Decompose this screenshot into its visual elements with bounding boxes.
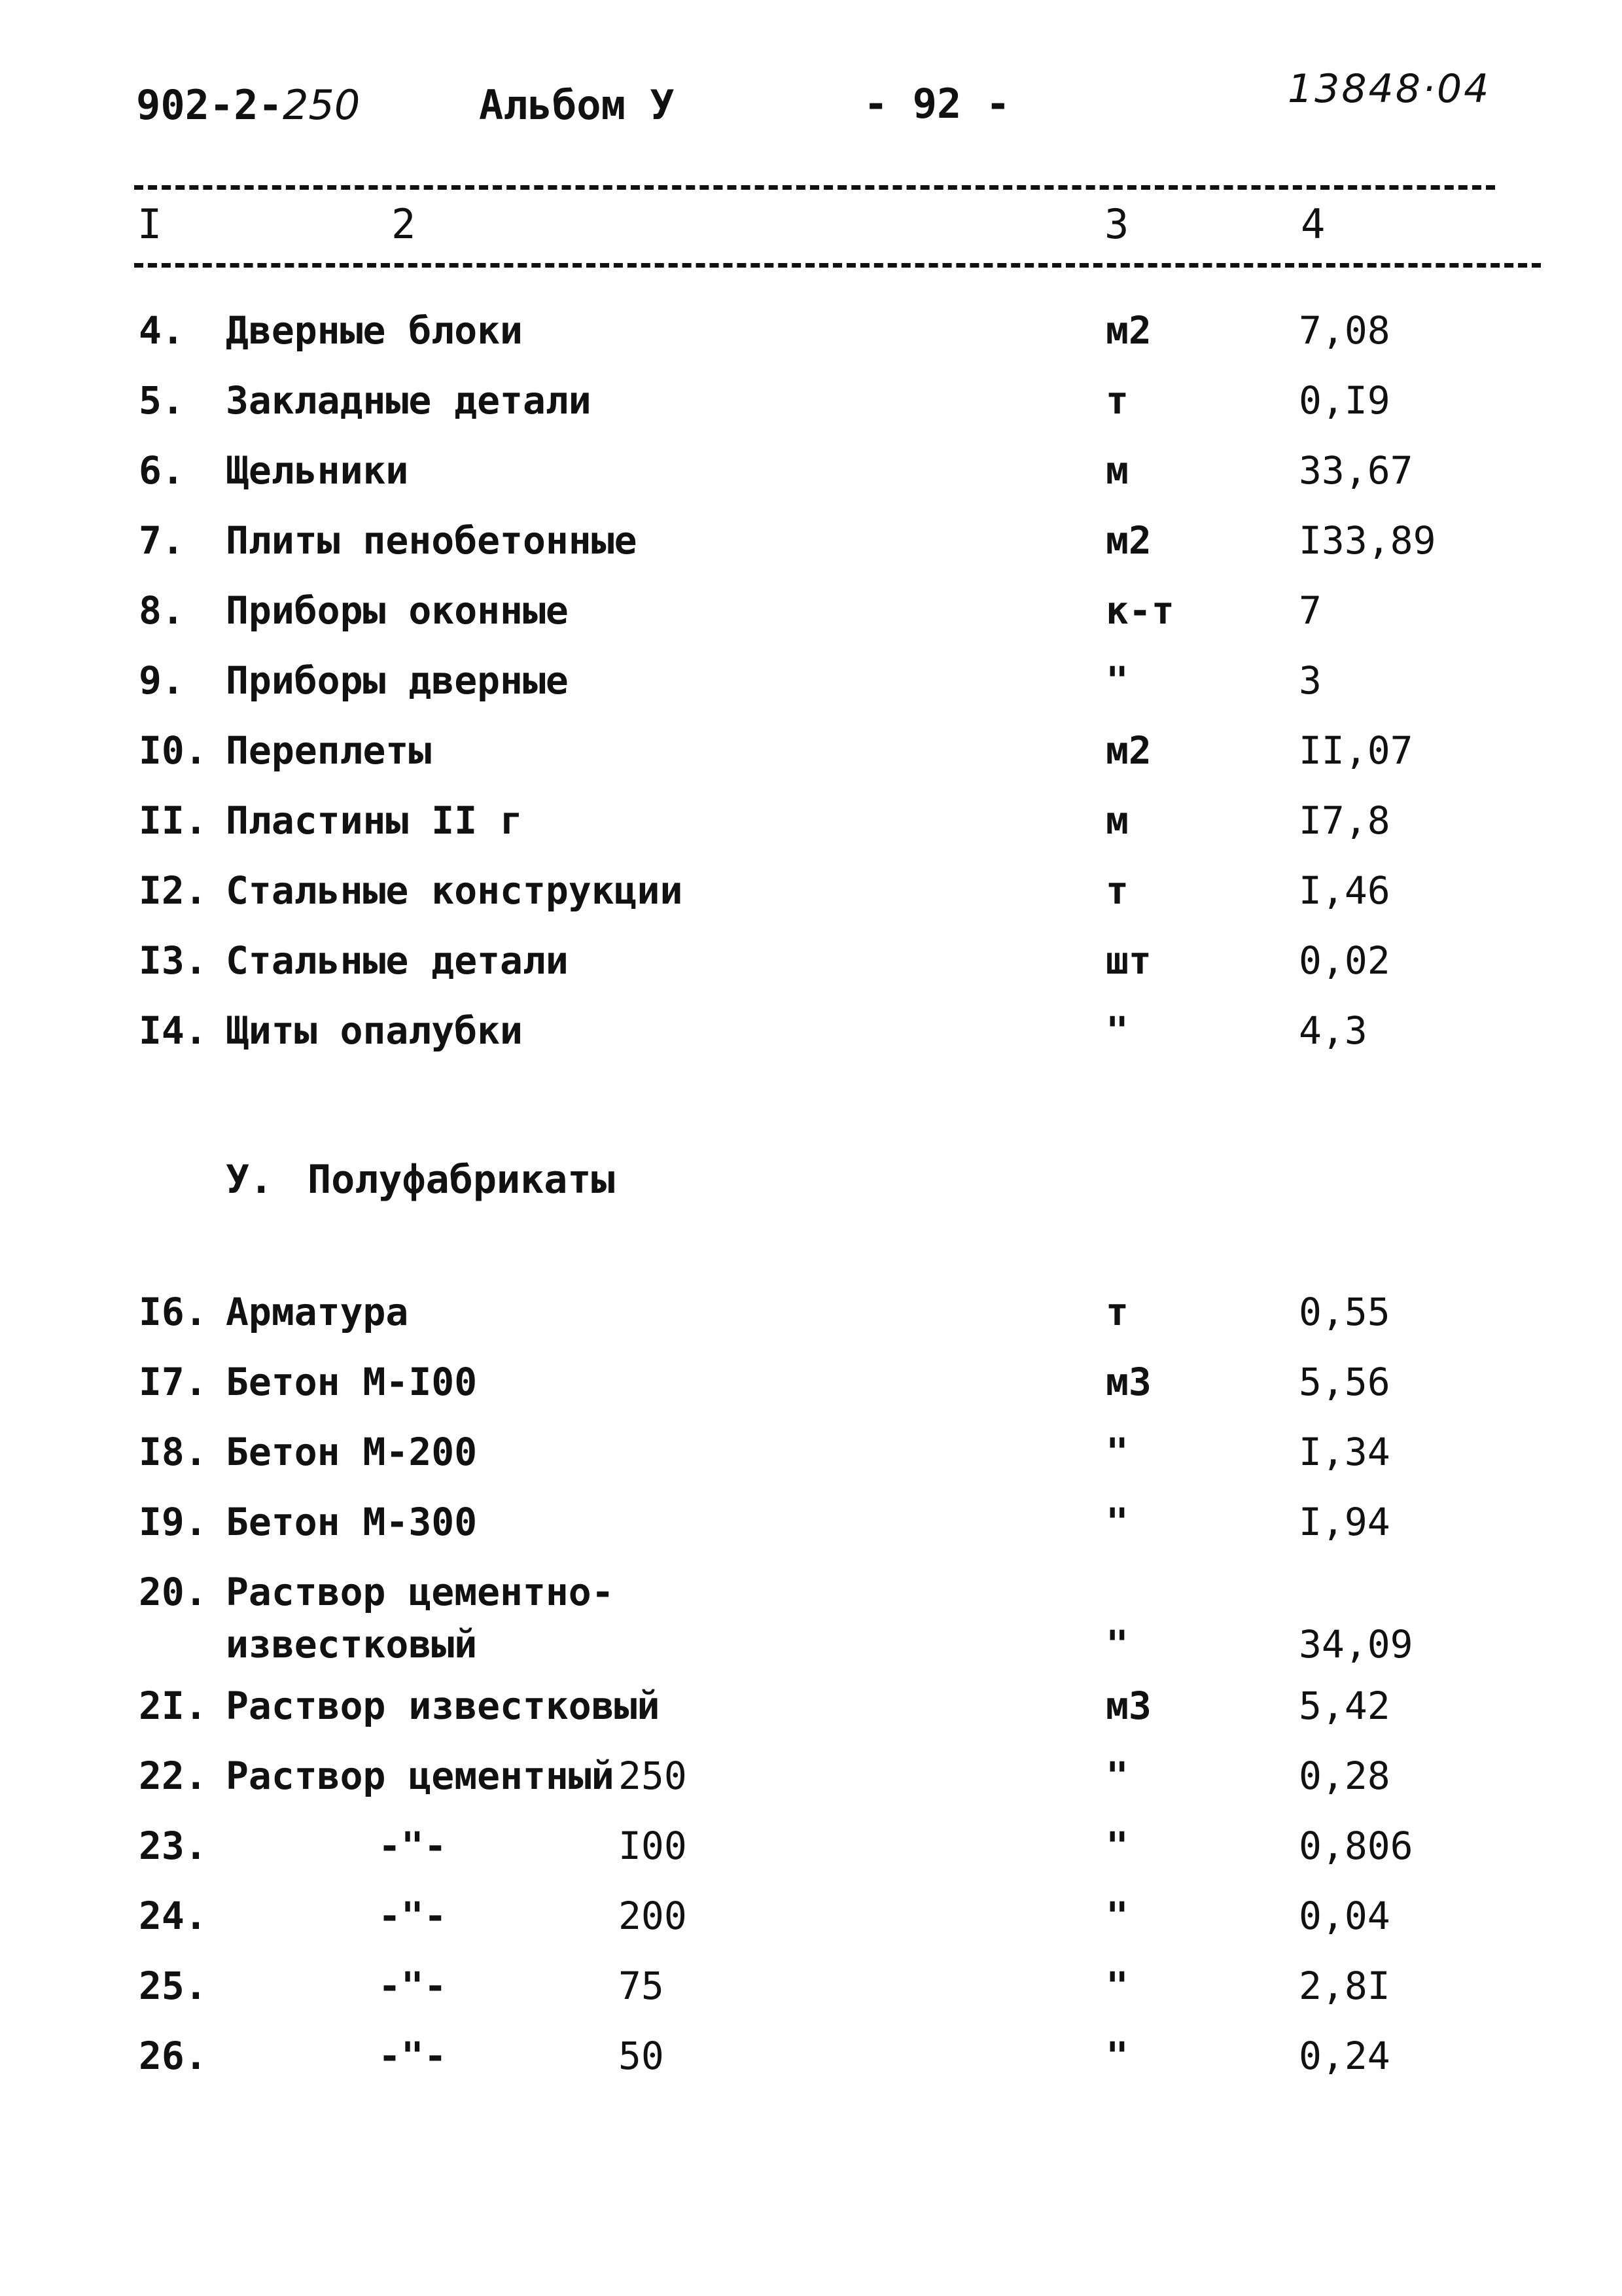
row-value: 7,08 [1299,308,1390,353]
row-unit: к-т [1106,588,1174,633]
row-value: 34,09 [1299,1622,1413,1667]
row-number: I4. [139,1008,207,1053]
row-number: 20. [139,1570,207,1614]
row-unit: " [1106,1622,1129,1667]
registration-number: 13848·04 [1288,66,1491,112]
section-heading [226,1154,615,1206]
row-unit: т [1106,868,1129,913]
row-value: I7,8 [1299,798,1390,843]
row-name: Бетон М-300 [226,1500,478,1544]
row-name: Бетон М-200 [226,1430,478,1474]
row-number: 9. [139,658,185,703]
row-grade: I00 [618,1824,687,1868]
row-name: Приборы дверные [226,658,569,703]
ditto-mark: -"- [378,1964,447,2008]
row-name: Плиты пенобетонные [226,518,637,563]
row-unit: м2 [1106,518,1152,563]
row-value: 5,42 [1299,1684,1390,1728]
row-name: Стальные детали [226,938,569,983]
row-number: II. [139,798,207,843]
row-value: 7 [1299,588,1322,633]
row-unit: " [1106,1824,1129,1868]
row-grade: 200 [618,1894,687,1938]
row-unit: " [1106,1894,1129,1938]
row-number: 23. [139,1824,207,1868]
row-number: 2I. [139,1684,207,1728]
header-divider-bottom [134,263,1541,268]
row-value: 0,I9 [1299,378,1390,423]
row-value: 0,24 [1299,2034,1390,2078]
row-unit: " [1106,1430,1129,1474]
project-code-handwritten: 250 [282,81,361,129]
row-name: Щиты опалубки [226,1008,523,1053]
project-code-printed: 902-2- [136,81,283,129]
row-value: I33,89 [1299,518,1436,563]
row-number: 6. [139,448,185,493]
row-name: Стальные конструкции [226,868,683,913]
row-number: 22. [139,1754,207,1798]
row-value: 0,04 [1299,1894,1390,1938]
album-title: Альбом У [479,81,675,129]
row-value: 3 [1299,658,1322,703]
ditto-mark: -"- [378,1824,447,1868]
row-unit: " [1106,658,1129,703]
row-name: Щельники [226,448,409,493]
row-number: 25. [139,1964,207,2008]
row-number: I2. [139,868,207,913]
project-code [136,81,361,129]
row-name: Раствор цементный [226,1754,614,1798]
row-name-line1: Раствор цементно- [226,1570,614,1614]
row-unit: м [1106,448,1129,493]
ditto-mark: -"- [378,2034,447,2078]
row-unit: " [1106,1500,1129,1544]
row-value: 5,56 [1299,1360,1390,1404]
row-unit: " [1106,1008,1129,1053]
row-value: I,34 [1299,1430,1390,1474]
row-number: 7. [139,518,185,563]
page-number: - 92 - [864,80,1010,128]
row-number: 24. [139,1894,207,1938]
row-unit: м3 [1106,1684,1152,1728]
row-number: I6. [139,1290,207,1334]
row-value: 4,3 [1299,1008,1367,1053]
row-value: 0,55 [1299,1290,1390,1334]
row-number: 5. [139,378,185,423]
row-name: Переплеты [226,728,432,773]
row-name: Приборы оконные [226,588,569,633]
row-number: I3. [139,938,207,983]
row-unit: " [1106,2034,1129,2078]
row-number: 26. [139,2034,207,2078]
row-name: Пластины II г [226,798,523,843]
row-unit: м [1106,798,1129,843]
row-name: Дверные блоки [226,308,523,353]
row-number: 4. [139,308,185,353]
row-value: 2,8I [1299,1964,1390,2008]
column-number-1: I [137,200,162,248]
row-value: 33,67 [1299,448,1413,493]
row-number: I8. [139,1430,207,1474]
section-number: У. [226,1157,273,1203]
row-unit: шт [1106,938,1152,983]
row-name: Раствор известковый [226,1684,660,1728]
row-value: 0,28 [1299,1754,1390,1798]
row-name: Арматура [226,1290,409,1334]
row-unit: м2 [1106,308,1152,353]
row-value: II,07 [1299,728,1413,773]
row-value: 0,02 [1299,938,1390,983]
row-name: Закладные детали [226,378,591,423]
column-number-4: 4 [1301,200,1326,248]
row-number: I7. [139,1360,207,1404]
row-unit: м3 [1106,1360,1152,1404]
row-grade: 75 [618,1964,664,2008]
column-number-3: 3 [1104,200,1129,248]
row-unit: " [1106,1754,1129,1798]
row-value: I,94 [1299,1500,1390,1544]
row-unit: " [1106,1964,1129,2008]
row-number: 8. [139,588,185,633]
row-unit: т [1106,378,1129,423]
row-unit: м2 [1106,728,1152,773]
column-number-2: 2 [391,200,416,248]
section-title: Полуфабрикаты [308,1157,615,1203]
row-name: Бетон М-I00 [226,1360,478,1404]
row-name-line2: известковый [226,1622,478,1667]
row-grade: 50 [618,2034,664,2078]
row-number: I0. [139,728,207,773]
row-value: I,46 [1299,868,1390,913]
row-grade: 250 [618,1754,687,1798]
header-divider-top [134,185,1495,190]
row-number: I9. [139,1500,207,1544]
ditto-mark: -"- [378,1894,447,1938]
row-unit: т [1106,1290,1129,1334]
row-value: 0,806 [1299,1824,1413,1868]
